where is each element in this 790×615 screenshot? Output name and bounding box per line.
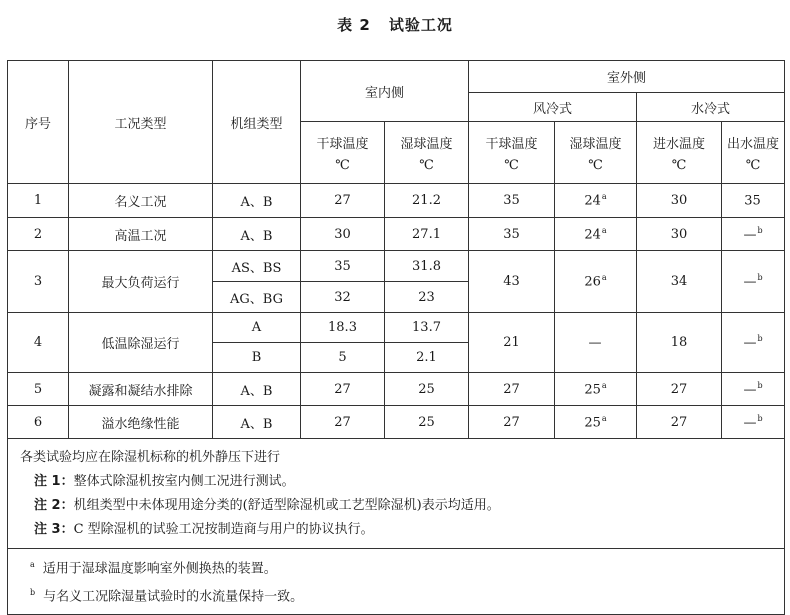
value: 25 bbox=[584, 415, 601, 431]
cell-indoor-wet-bulb: 25 bbox=[385, 373, 469, 406]
cell-inlet-water: 18 bbox=[637, 313, 722, 373]
cell-indoor-dry-bulb: 27 bbox=[301, 373, 385, 406]
cell-outdoor-dry-bulb: 35 bbox=[469, 218, 555, 251]
note-1 bbox=[20, 470, 774, 494]
value: 24 bbox=[584, 227, 601, 243]
cell-outdoor-dry-bulb: 27 bbox=[469, 406, 555, 439]
cell-inlet-water: 27 bbox=[637, 373, 722, 406]
footnote-text: 适用于湿球温度影响室外侧换热的装置。 bbox=[42, 561, 277, 577]
note-3 bbox=[20, 518, 774, 542]
header-indoor-dry-bulb bbox=[301, 122, 385, 184]
header-unit-type: 机组类型 bbox=[213, 61, 301, 184]
footnote-b bbox=[30, 581, 774, 609]
value: 24 bbox=[584, 193, 601, 209]
cell-indoor-wet-bulb: 31.8 bbox=[385, 251, 469, 282]
test-conditions-table bbox=[7, 60, 785, 615]
footnote-ref: b bbox=[757, 273, 763, 283]
cell-seq: 5 bbox=[8, 373, 69, 406]
cell-outlet-water bbox=[722, 218, 785, 251]
cell-unit: A、B bbox=[213, 184, 301, 218]
footnote-ref: a bbox=[601, 413, 607, 423]
cell-indoor-dry-bulb: 35 bbox=[301, 251, 385, 282]
cell-indoor-wet-bulb: 2.1 bbox=[385, 343, 469, 373]
note-label: 注 1： bbox=[34, 473, 74, 489]
cell-indoor-dry-bulb: 30 bbox=[301, 218, 385, 251]
note-text: 整体式除湿机按室内侧工况进行测试。 bbox=[73, 473, 295, 489]
cell-inlet-water: 30 bbox=[637, 218, 722, 251]
cell-outdoor-dry-bulb: 21 bbox=[469, 313, 555, 373]
unit-celsius: ℃ bbox=[745, 157, 761, 173]
cell-condition: 凝露和凝结水排除 bbox=[69, 373, 213, 406]
value: 26 bbox=[584, 274, 601, 290]
unit-celsius: ℃ bbox=[504, 157, 519, 173]
header-outdoor: 室外侧 bbox=[469, 61, 785, 93]
label-outlet-water: 出水温度 bbox=[727, 136, 780, 152]
table-row bbox=[8, 313, 785, 343]
cell-indoor-dry-bulb: 18.3 bbox=[301, 313, 385, 343]
note-label: 注 2： bbox=[34, 497, 74, 513]
label-dry-bulb: 干球温度 bbox=[316, 136, 369, 152]
note-2 bbox=[20, 494, 774, 518]
cell-outdoor-wet-bulb bbox=[555, 184, 637, 218]
unit-celsius: ℃ bbox=[588, 157, 603, 173]
cell-seq: 1 bbox=[8, 184, 69, 218]
footnote-ref: a bbox=[601, 192, 607, 202]
footnote-ref: b bbox=[757, 380, 763, 390]
unit-celsius: ℃ bbox=[335, 157, 350, 173]
cell-inlet-water: 27 bbox=[637, 406, 722, 439]
cell-indoor-wet-bulb: 23 bbox=[385, 282, 469, 313]
cell-indoor-dry-bulb: 27 bbox=[301, 406, 385, 439]
cell-outlet-water bbox=[722, 184, 785, 218]
value: — bbox=[743, 227, 757, 243]
cell-outlet-water bbox=[722, 406, 785, 439]
table-row bbox=[8, 373, 785, 406]
value: — bbox=[743, 274, 757, 290]
footnote-ref: b bbox=[757, 334, 763, 344]
footnotes-block bbox=[8, 549, 785, 615]
notes-block bbox=[8, 439, 785, 549]
value: 25 bbox=[584, 382, 601, 398]
cell-unit: AS、BS bbox=[213, 251, 301, 282]
unit-celsius: ℃ bbox=[671, 157, 687, 173]
cell-condition: 高温工况 bbox=[69, 218, 213, 251]
cell-outdoor-wet-bulb bbox=[555, 406, 637, 439]
cell-unit: A、B bbox=[213, 218, 301, 251]
header-indoor-wet-bulb bbox=[385, 122, 469, 184]
header-outdoor-dry-bulb bbox=[469, 122, 555, 184]
note-text: 机组类型中未体现用途分类的(舒适型除湿机或工艺型除湿机)表示均适用。 bbox=[73, 497, 500, 513]
cell-inlet-water: 34 bbox=[637, 251, 722, 313]
note-text: C 型除湿机的试验工况按制造商与用户的协议执行。 bbox=[73, 521, 374, 537]
value: — bbox=[588, 335, 602, 351]
cell-condition: 最大负荷运行 bbox=[69, 251, 213, 313]
footnote-text: 与名义工况除湿量试验时的水流量保持一致。 bbox=[43, 589, 304, 605]
table-row bbox=[8, 184, 785, 218]
cell-unit: A、B bbox=[213, 406, 301, 439]
cell-unit: A bbox=[213, 313, 301, 343]
footnote-ref: a bbox=[601, 380, 607, 390]
header-water-cooled: 水冷式 bbox=[637, 93, 785, 122]
footnote-ref: a bbox=[601, 225, 607, 235]
table-row bbox=[8, 406, 785, 439]
label-dry-bulb: 干球温度 bbox=[485, 136, 538, 152]
footnote-a bbox=[30, 553, 774, 581]
cell-indoor-dry-bulb: 32 bbox=[301, 282, 385, 313]
cell-outdoor-wet-bulb bbox=[555, 313, 637, 373]
cell-indoor-wet-bulb: 13.7 bbox=[385, 313, 469, 343]
unit-celsius: ℃ bbox=[419, 157, 434, 173]
header-air-cooled: 风冷式 bbox=[469, 93, 637, 122]
cell-outlet-water bbox=[722, 373, 785, 406]
cell-outlet-water bbox=[722, 313, 785, 373]
cell-indoor-dry-bulb: 5 bbox=[301, 343, 385, 373]
table-number: 表 2 bbox=[337, 16, 371, 34]
table-row bbox=[8, 218, 785, 251]
cell-seq: 4 bbox=[8, 313, 69, 373]
cell-condition: 溢水绝缘性能 bbox=[69, 406, 213, 439]
cell-condition: 名义工况 bbox=[69, 184, 213, 218]
table-row bbox=[8, 251, 785, 282]
footnote-ref: a bbox=[601, 273, 607, 283]
cell-indoor-dry-bulb: 27 bbox=[301, 184, 385, 218]
table-title: 试验工况 bbox=[388, 16, 453, 34]
cell-seq: 2 bbox=[8, 218, 69, 251]
cell-inlet-water: 30 bbox=[637, 184, 722, 218]
cell-outdoor-wet-bulb bbox=[555, 218, 637, 251]
cell-unit: AG、BG bbox=[213, 282, 301, 313]
cell-outdoor-dry-bulb: 43 bbox=[469, 251, 555, 313]
header-outdoor-wet-bulb bbox=[555, 122, 637, 184]
value: — bbox=[743, 335, 757, 351]
footnote-mark: a bbox=[30, 560, 35, 569]
cell-outdoor-wet-bulb bbox=[555, 251, 637, 313]
cell-outdoor-dry-bulb: 35 bbox=[469, 184, 555, 218]
header-condition: 工况类型 bbox=[69, 61, 213, 184]
header-indoor: 室内侧 bbox=[301, 61, 469, 122]
cell-indoor-wet-bulb: 27.1 bbox=[385, 218, 469, 251]
header-outlet-water bbox=[722, 122, 785, 184]
label-wet-bulb: 湿球温度 bbox=[400, 136, 453, 152]
cell-seq: 6 bbox=[8, 406, 69, 439]
table-caption bbox=[0, 14, 790, 35]
note-label: 注 3： bbox=[34, 521, 74, 537]
cell-outlet-water bbox=[722, 251, 785, 313]
value: — bbox=[743, 382, 757, 398]
cell-indoor-wet-bulb: 21.2 bbox=[385, 184, 469, 218]
cell-condition: 低温除湿运行 bbox=[69, 313, 213, 373]
footnote-ref: b bbox=[757, 413, 763, 423]
footnote-ref: b bbox=[757, 225, 763, 235]
value: 35 bbox=[744, 193, 761, 209]
cell-unit: B bbox=[213, 343, 301, 373]
footnote-mark: b bbox=[30, 588, 36, 598]
cell-indoor-wet-bulb: 25 bbox=[385, 406, 469, 439]
label-inlet-water: 进水温度 bbox=[653, 136, 706, 152]
value: — bbox=[743, 415, 757, 431]
general-note: 各类试验均应在除湿机标称的机外静压下进行 bbox=[20, 449, 281, 465]
header-seq: 序号 bbox=[8, 61, 69, 184]
cell-outdoor-dry-bulb: 27 bbox=[469, 373, 555, 406]
cell-outdoor-wet-bulb bbox=[555, 373, 637, 406]
cell-seq: 3 bbox=[8, 251, 69, 313]
cell-unit: A、B bbox=[213, 373, 301, 406]
header-inlet-water bbox=[637, 122, 722, 184]
label-wet-bulb: 湿球温度 bbox=[569, 136, 622, 152]
